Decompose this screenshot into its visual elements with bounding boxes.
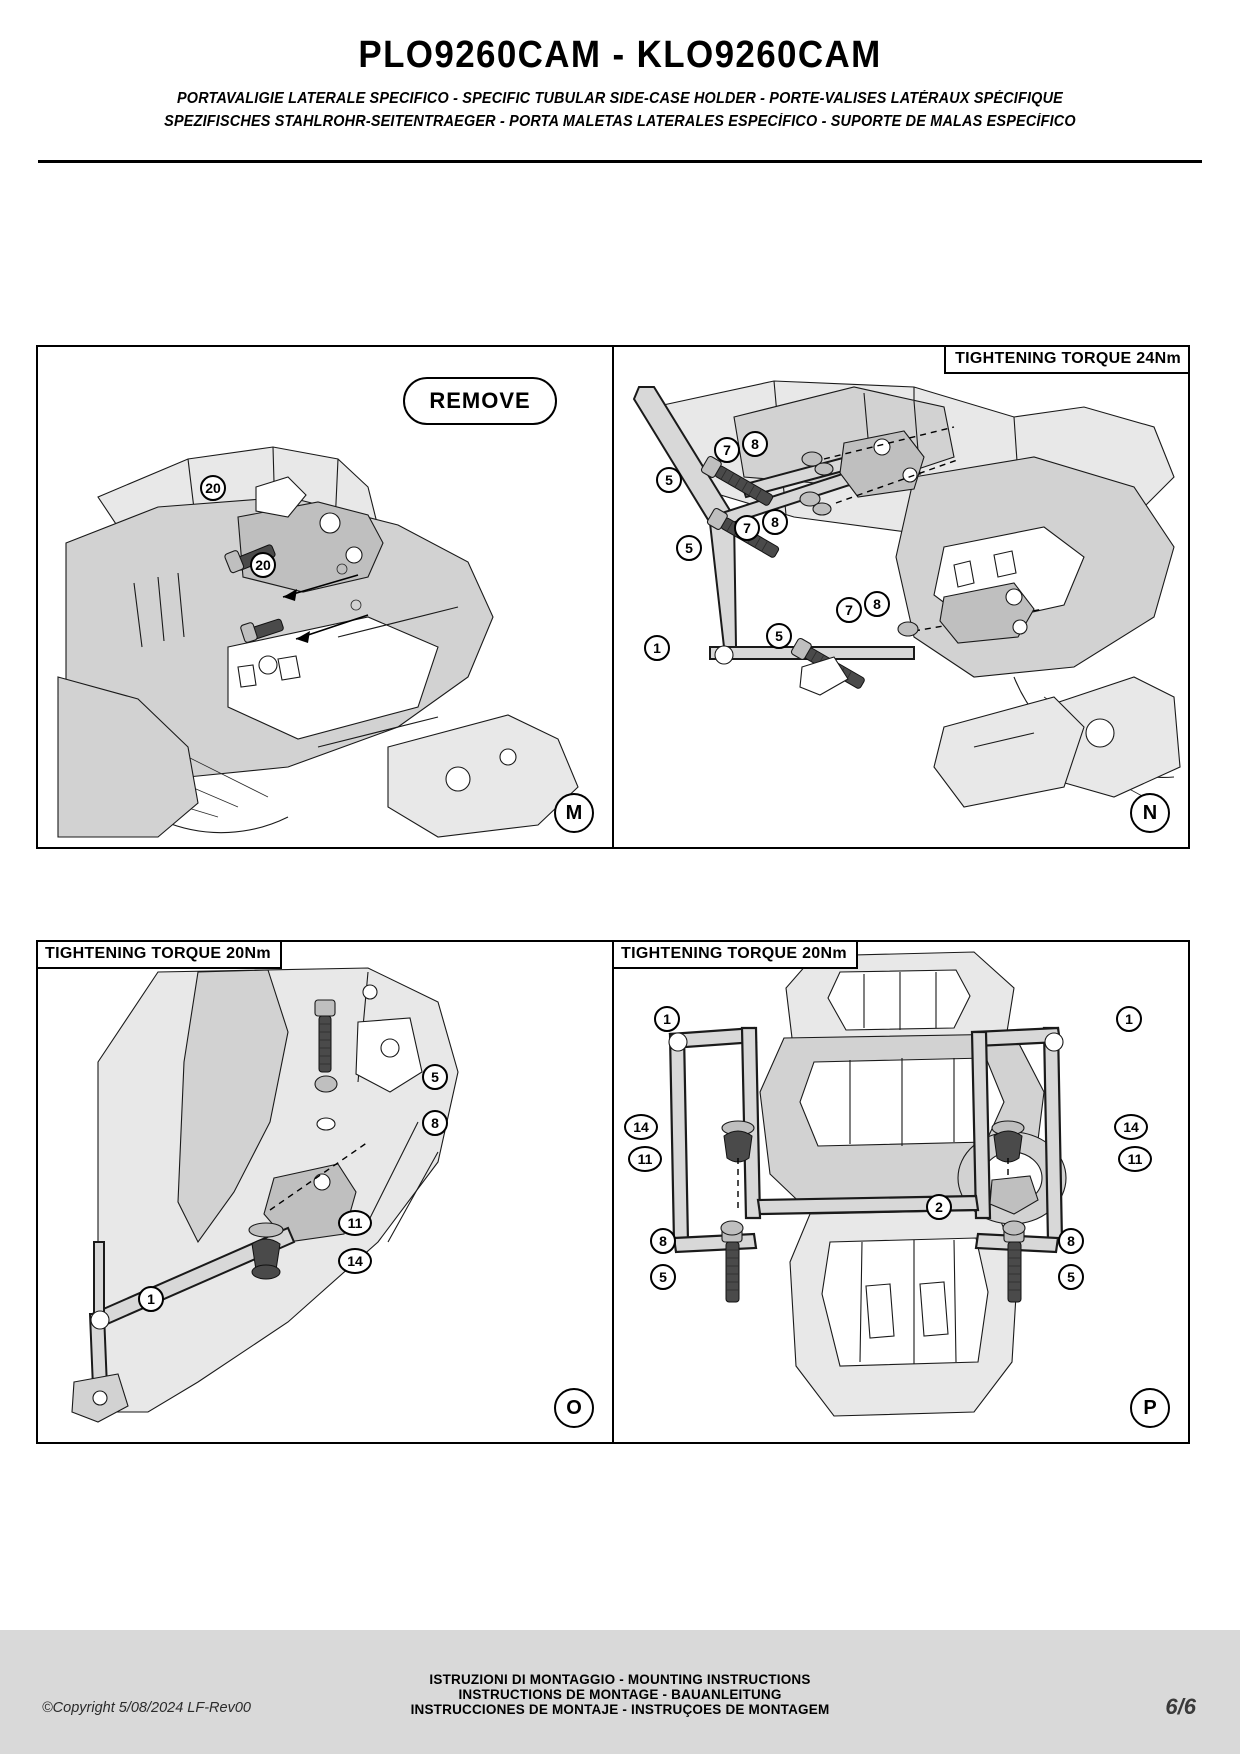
panel-letter-p: P (1130, 1388, 1170, 1428)
header-divider (38, 160, 1202, 163)
callout-2-p: 2 (926, 1194, 952, 1220)
torque-label-n: TIGHTENING TORQUE 24Nm (944, 347, 1190, 374)
callout-14-p-left: 14 (624, 1114, 658, 1140)
callout-8-p-right: 8 (1058, 1228, 1084, 1254)
remove-badge: REMOVE (403, 377, 557, 425)
panel-n-illustration (614, 347, 1184, 843)
subtitle-line-1: PORTAVALIGIE LATERALE SPECIFICO - SPECIFIC TUBULAR SIDE-CASE HOLDER - PORTE-VALISES LATÉRAUX SPÉCIFIQUE (177, 90, 1063, 107)
callout-5-p-left: 5 (650, 1264, 676, 1290)
document-header (0, 34, 1240, 131)
callout-8-o: 8 (422, 1110, 448, 1136)
callout-8-p-left: 8 (650, 1228, 676, 1254)
callout-5-n-3: 5 (766, 623, 792, 649)
callout-8-n-1: 8 (742, 431, 768, 457)
figure-panel-o (36, 940, 614, 1444)
callout-5-n-2: 5 (676, 535, 702, 561)
figure-panel-p (612, 940, 1190, 1444)
callout-5-p-right: 5 (1058, 1264, 1084, 1290)
page-number: 6/6 (1165, 1694, 1196, 1719)
callout-8-n-3: 8 (864, 591, 890, 617)
callout-14-o: 14 (338, 1248, 372, 1274)
panel-o-illustration (38, 942, 608, 1438)
panel-letter-n: N (1130, 793, 1170, 833)
callout-1-p-left: 1 (654, 1006, 680, 1032)
callout-5-o: 5 (422, 1064, 448, 1090)
footer-copyright: ©Copyright 5/08/2024 LF-Rev00 (42, 1700, 251, 1716)
panel-p-illustration (614, 942, 1184, 1438)
figure-panel-n (612, 345, 1190, 849)
footer-instructions (0, 1672, 1240, 1717)
torque-label-o: TIGHTENING TORQUE 20Nm (36, 942, 282, 969)
callout-1-o: 1 (138, 1286, 164, 1312)
callout-7-n-2: 7 (734, 515, 760, 541)
page-title: PLO9260CAM - KLO9260CAM (358, 34, 882, 76)
callout-20-upper: 20 (200, 475, 226, 501)
subtitle-line-2: SPEZIFISCHES STAHLROHR-SEITENTRAEGER - PORTA MALETAS LATERALES ESPECÍFICO - SUPORTE DE MALAS ESPECÍFICO (164, 113, 1076, 130)
callout-14-p-right: 14 (1114, 1114, 1148, 1140)
callout-11-p-right: 11 (1118, 1146, 1152, 1172)
footer-line-1: ISTRUZIONI DI MONTAGGIO - MOUNTING INSTRUCTIONS (429, 1672, 811, 1687)
callout-11-o: 11 (338, 1210, 372, 1236)
callout-8-n-2: 8 (762, 509, 788, 535)
panel-letter-o: O (554, 1388, 594, 1428)
callout-5-n-1: 5 (656, 467, 682, 493)
panel-letter-m: M (554, 793, 594, 833)
callout-1-p-right: 1 (1116, 1006, 1142, 1032)
callout-1-n: 1 (644, 635, 670, 661)
callout-20-lower: 20 (250, 552, 276, 578)
callout-11-p-left: 11 (628, 1146, 662, 1172)
torque-label-p: TIGHTENING TORQUE 20Nm (612, 942, 858, 969)
figure-panel-m (36, 345, 614, 849)
callout-7-n-3: 7 (836, 597, 862, 623)
callout-7-n-1: 7 (714, 437, 740, 463)
footer-line-3: INSTRUCCIONES DE MONTAJE - INSTRUÇOES DE MONTAGEM (410, 1702, 830, 1717)
footer-line-2: INSTRUCTIONS DE MONTAGE - BAUANLEITUNG (458, 1687, 782, 1702)
